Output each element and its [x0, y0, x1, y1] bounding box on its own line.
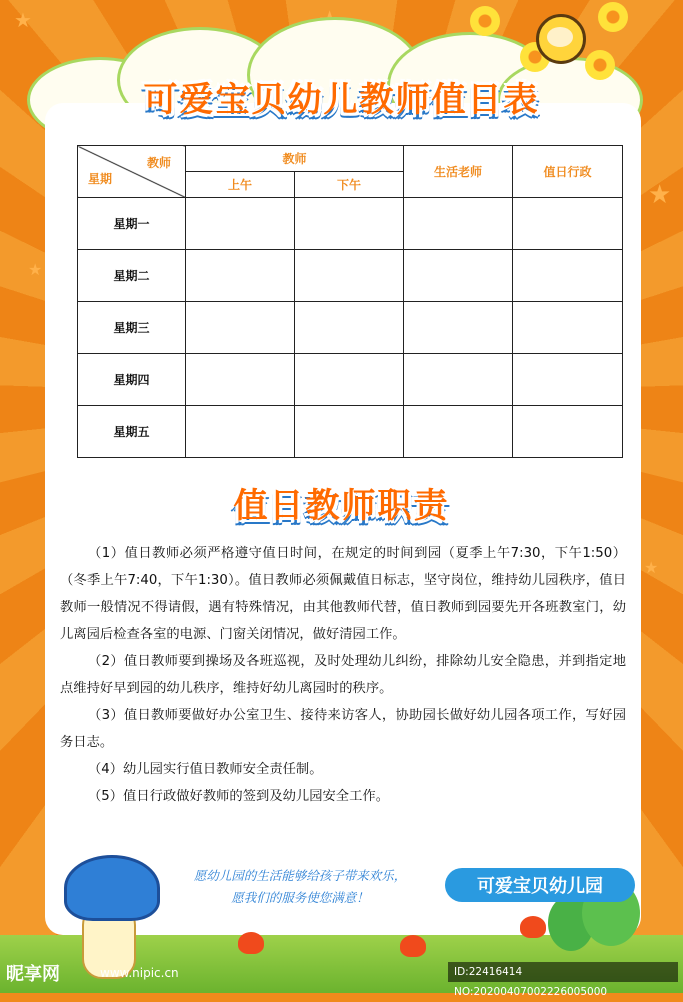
duty-table	[77, 145, 623, 458]
day-label: 星期四	[78, 354, 186, 406]
table-row	[78, 406, 623, 458]
footer-slogan	[160, 865, 440, 909]
school-name-badge: 可爱宝贝幼儿园	[445, 868, 635, 902]
page-title: 可爱宝贝幼儿教师值日表	[143, 80, 540, 120]
mushroom-cap-icon	[64, 855, 160, 921]
duty-item: （1）值日教师必须严格遵守值日时间，在规定的时间到园（夏季上午7:30，下午1:50）（冬季上午7:40，下午1:30）。值日教师必须佩戴值日标志，坚守岗位，维持幼儿园秩序，值日教师一般情况不得请假，遇有特殊情况，由其他教师代替，值日教师到园要先开各班教室门，幼儿离园后检查各室的电源、门窗关闭情况，做好清园工作。	[60, 546, 626, 642]
table-cell[interactable]	[295, 354, 404, 406]
duty-item: （4）幼儿园实行值日教师安全责任制。	[88, 762, 323, 777]
bee-icon	[536, 14, 586, 64]
table-row	[78, 250, 623, 302]
table-cell[interactable]	[404, 198, 513, 250]
table-cell[interactable]	[404, 250, 513, 302]
flower-icon	[470, 6, 500, 36]
table-cell[interactable]	[295, 302, 404, 354]
star-icon: ★	[648, 180, 672, 210]
table-cell[interactable]	[295, 406, 404, 458]
table-cell[interactable]	[295, 250, 404, 302]
duty-item: （5）值日行政做好教师的签到及幼儿园安全工作。	[88, 789, 389, 804]
afternoon-header: 下午	[295, 172, 404, 198]
table-row	[78, 198, 623, 250]
table-cell[interactable]	[513, 406, 623, 458]
duties-list	[60, 540, 626, 810]
day-label: 星期五	[78, 406, 186, 458]
star-icon: ★	[28, 260, 43, 279]
flower-icon	[598, 2, 628, 32]
day-label: 星期一	[78, 198, 186, 250]
table-cell[interactable]	[186, 406, 295, 458]
watermark-logo: 昵享网	[6, 964, 60, 985]
watermark-id: ID:22416414 NO:20200407002226005000	[448, 962, 678, 982]
table-cell[interactable]	[404, 302, 513, 354]
star-icon: ★	[14, 8, 32, 32]
watermark-url: www.nipic.cn	[100, 966, 179, 980]
corner-header-weekday: 星期	[88, 172, 113, 186]
table-cell[interactable]	[513, 302, 623, 354]
table-cell[interactable]	[186, 250, 295, 302]
corner-header-teacher: 教师	[146, 156, 171, 170]
corner-header	[78, 146, 186, 198]
life-teacher-header: 生活老师	[404, 146, 513, 198]
admin-header: 值日行政	[513, 146, 623, 198]
table-cell[interactable]	[186, 354, 295, 406]
day-label: 星期三	[78, 302, 186, 354]
tulip-icon	[238, 932, 264, 954]
duty-item: （2）值日教师要到操场及各班巡视，及时处理幼儿纠纷，排除幼儿安全隐患，并到指定地点维持好早到园的幼儿秩序，维持好幼儿离园时的秩序。	[60, 654, 626, 696]
tulip-icon	[520, 916, 546, 938]
duties-heading: 值日教师职责	[233, 486, 450, 526]
slogan-line-2: 愿我们的服务使您满意！	[231, 890, 369, 905]
table-row	[78, 354, 623, 406]
star-icon: ★	[644, 558, 659, 577]
morning-header: 上午	[186, 172, 295, 198]
table-row	[78, 302, 623, 354]
teacher-group-header: 教师	[186, 146, 404, 172]
table-cell[interactable]	[513, 354, 623, 406]
table-cell[interactable]	[404, 406, 513, 458]
table-cell[interactable]	[513, 250, 623, 302]
table-cell[interactable]	[186, 302, 295, 354]
tulip-icon	[400, 935, 426, 957]
table-cell[interactable]	[513, 198, 623, 250]
duty-item: （3）值日教师要做好办公室卫生、接待来访客人，协助园长做好幼儿园各项工作，写好园务日志。	[60, 708, 626, 750]
table-cell[interactable]	[404, 354, 513, 406]
table-cell[interactable]	[295, 198, 404, 250]
table-cell[interactable]	[186, 198, 295, 250]
day-label: 星期二	[78, 250, 186, 302]
slogan-line-1: 愿幼儿园的生活能够给孩子带来欢乐，	[193, 868, 407, 883]
